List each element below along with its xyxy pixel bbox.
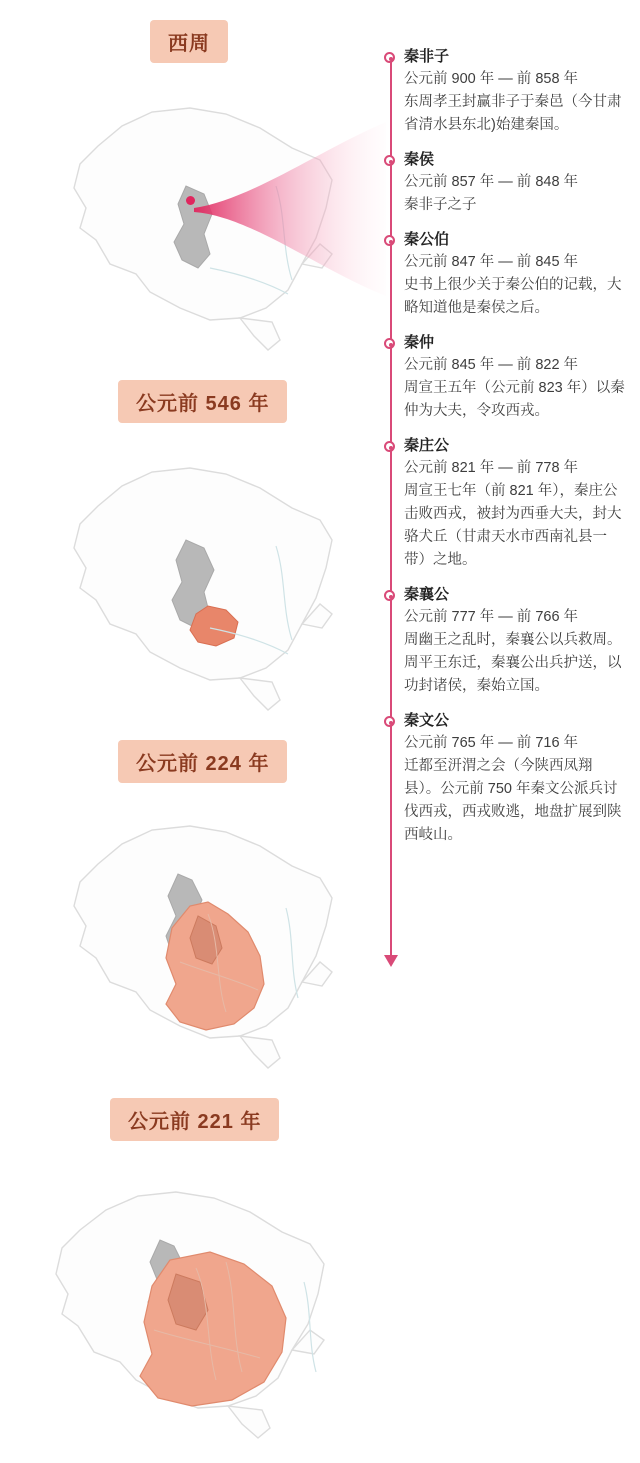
timeline-entry[interactable] — [378, 48, 628, 137]
timeline-marker-icon — [384, 235, 395, 246]
timeline-entry[interactable] — [378, 586, 628, 698]
map-546-bc — [40, 428, 360, 728]
timeline-marker-icon — [384, 590, 395, 601]
entry-desc: 史书上很少关于秦公伯的记载，大略知道他是秦侯之后。 — [404, 277, 622, 316]
entry-title: 秦非子 — [404, 48, 450, 65]
entry-range: 公元前 857 年 — 前 848 年 — [404, 174, 579, 190]
timeline-arrow-icon — [384, 955, 398, 967]
timeline-marker-icon — [384, 52, 395, 63]
era-label-221bc: 公元前 221 年 — [110, 1098, 279, 1141]
entry-range: 公元前 845 年 — 前 822 年 — [404, 357, 579, 373]
era-label-western-zhou: 西周 — [150, 20, 228, 63]
entry-title: 秦襄公 — [404, 586, 450, 603]
capital-dot-western-zhou — [186, 196, 195, 205]
timeline-entry[interactable] — [378, 437, 628, 572]
timeline-marker-icon — [384, 441, 395, 452]
entry-desc: 周宣王五年（公元前 823 年）以秦仲为大夫，令攻西戎。 — [404, 380, 625, 419]
entry-range: 公元前 847 年 — 前 845 年 — [404, 254, 579, 270]
map-221-bc — [20, 1150, 360, 1460]
map-western-zhou — [40, 68, 360, 368]
entry-title: 秦侯 — [404, 151, 435, 168]
timeline-marker-icon — [384, 716, 395, 727]
entry-desc: 周宣王七年（前 821 年），秦庄公击败西戎，被封为西垂大夫，封大骆犬丘（甘肃天水市西南礼县一带）之地。 — [404, 483, 622, 568]
era-label-546bc: 公元前 546 年 — [118, 380, 287, 423]
entry-range: 公元前 765 年 — 前 716 年 — [404, 735, 579, 751]
map-224-bc — [40, 786, 360, 1086]
timeline-entry[interactable] — [378, 334, 628, 423]
timeline-list — [378, 48, 628, 861]
entry-desc: 东周孝王封赢非子于秦邑（今甘肃省清水县东北)始建秦国。 — [404, 94, 622, 133]
timeline-marker-icon — [384, 338, 395, 349]
entry-title: 秦公伯 — [404, 231, 450, 248]
entry-title: 秦庄公 — [404, 437, 450, 454]
timeline-entry[interactable] — [378, 231, 628, 320]
entry-title: 秦仲 — [404, 334, 435, 351]
entry-title: 秦文公 — [404, 712, 450, 729]
entry-range: 公元前 900 年 — 前 858 年 — [404, 71, 579, 87]
timeline-entry[interactable] — [378, 712, 628, 847]
entry-desc: 秦非子之子 — [404, 197, 477, 213]
entry-range: 公元前 777 年 — 前 766 年 — [404, 609, 579, 625]
era-label-224bc: 公元前 224 年 — [118, 740, 287, 783]
entry-range: 公元前 821 年 — 前 778 年 — [404, 460, 579, 476]
entry-desc: 迁都至汧渭之会（今陕西凤翔县）。公元前 750 年秦文公派兵讨伐西戎，西戎败逃，地盘扩展到陕西岐山。 — [404, 758, 622, 843]
timeline-marker-icon — [384, 155, 395, 166]
timeline-entry[interactable] — [378, 151, 628, 217]
entry-desc: 周幽王之乱时，秦襄公以兵救周。周平王东迁，秦襄公出兵护送，以功封诸侯，秦始立国。 — [404, 632, 622, 694]
